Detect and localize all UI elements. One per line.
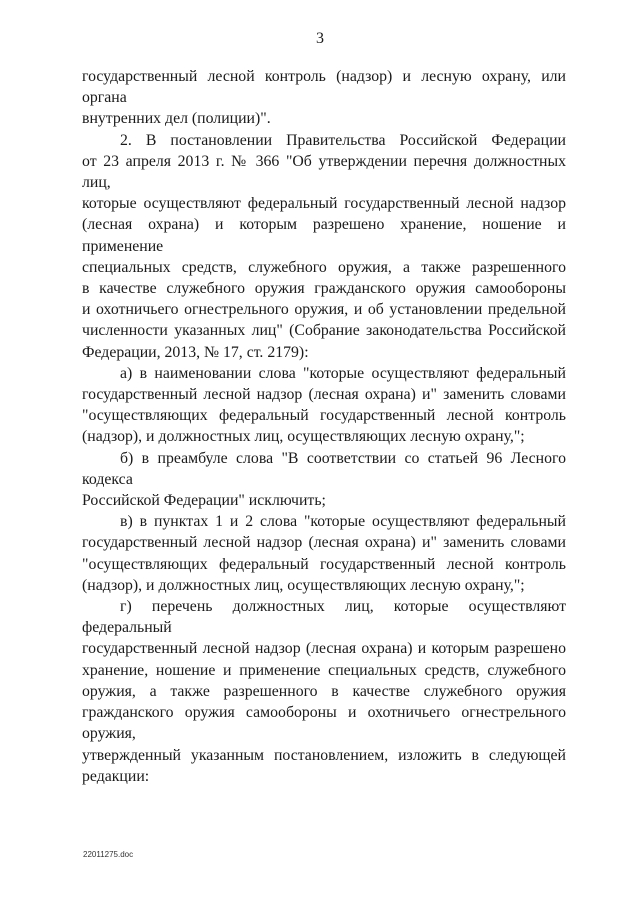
document-body [82, 66, 566, 787]
text-line: которые осуществляют федеральный государственный лесной надзор [82, 195, 566, 213]
text-line: Российской Федерации" исключить; [82, 492, 326, 510]
text-line: "осуществляющих федеральный государственный лесной контроль [82, 555, 566, 573]
text-line: государственный лесной надзор (лесная охрана) и которым разрешено [82, 640, 566, 658]
text-line: и охотничьего огнестрельного оружия, и об установлении предельной [82, 301, 566, 319]
text-line: в качестве служебного оружия гражданского оружия самообороны [82, 280, 566, 298]
paragraph-item-g [82, 596, 566, 787]
text-line: а) в наименовании слова "которые осуществляют федеральный [120, 364, 566, 382]
paragraph-item-v [82, 511, 566, 596]
text-line: утвержденный указанным постановлением, изложить в следующей [82, 746, 566, 764]
text-line: (лесная охрана) и которым разрешено хранение, ношение и применение [82, 216, 566, 255]
paragraph-item-a [82, 363, 566, 448]
paragraph-item-2 [82, 130, 566, 363]
text-line: хранение, ношение и применение специальных средств, служебного [82, 661, 566, 679]
page-number: 3 [316, 30, 324, 47]
text-line: гражданского оружия самообороны и охотничьего огнестрельного оружия, [82, 704, 566, 743]
paragraph-item-b [82, 448, 566, 512]
document-filename: 22011275.doc [83, 850, 134, 859]
text-line: редакции: [82, 767, 150, 785]
text-line: специальных средств, служебного оружия, а также разрешенного [82, 258, 566, 276]
text-line: Федерации, 2013, № 17, ст. 2179): [82, 343, 309, 361]
text-line: от 23 апреля 2013 г. № 366 "Об утверждении перечня должностных лиц, [82, 152, 566, 192]
text-line: г) перечень должностных лиц, которые осуществляют федеральный [82, 598, 566, 637]
text-line: (надзор), и должностных лиц, осуществляющих лесную охрану,"; [82, 428, 525, 446]
text-line: в) в пунктах 1 и 2 слова "которые осуществляют федеральный [120, 513, 566, 531]
text-line: государственный лесной контроль (надзор) и лесную охрану, или органа [82, 68, 566, 107]
text-line: б) в преамбуле слова "В соответствии со статьей 96 Лесного кодекса [82, 449, 566, 488]
text-line: "осуществляющих федеральный государственный лесной контроль [82, 407, 566, 425]
text-line: оружия, а также разрешенного в качестве служебного оружия [82, 682, 566, 700]
text-line: (надзор), и должностных лиц, осуществляющих лесную охрану,"; [82, 576, 525, 594]
text-line: государственный лесной надзор (лесная охрана) и" заменить словами [82, 386, 566, 404]
text-line: государственный лесной надзор (лесная охрана) и" заменить словами [82, 534, 566, 552]
text-line: внутренних дел (полиции)". [82, 110, 271, 128]
paragraph-continuation [82, 66, 566, 130]
text-line: 2. В постановлении Правительства Российской Федерации [120, 131, 566, 149]
text-line: численности указанных лиц" (Собрание законодательства Российской [82, 322, 566, 340]
